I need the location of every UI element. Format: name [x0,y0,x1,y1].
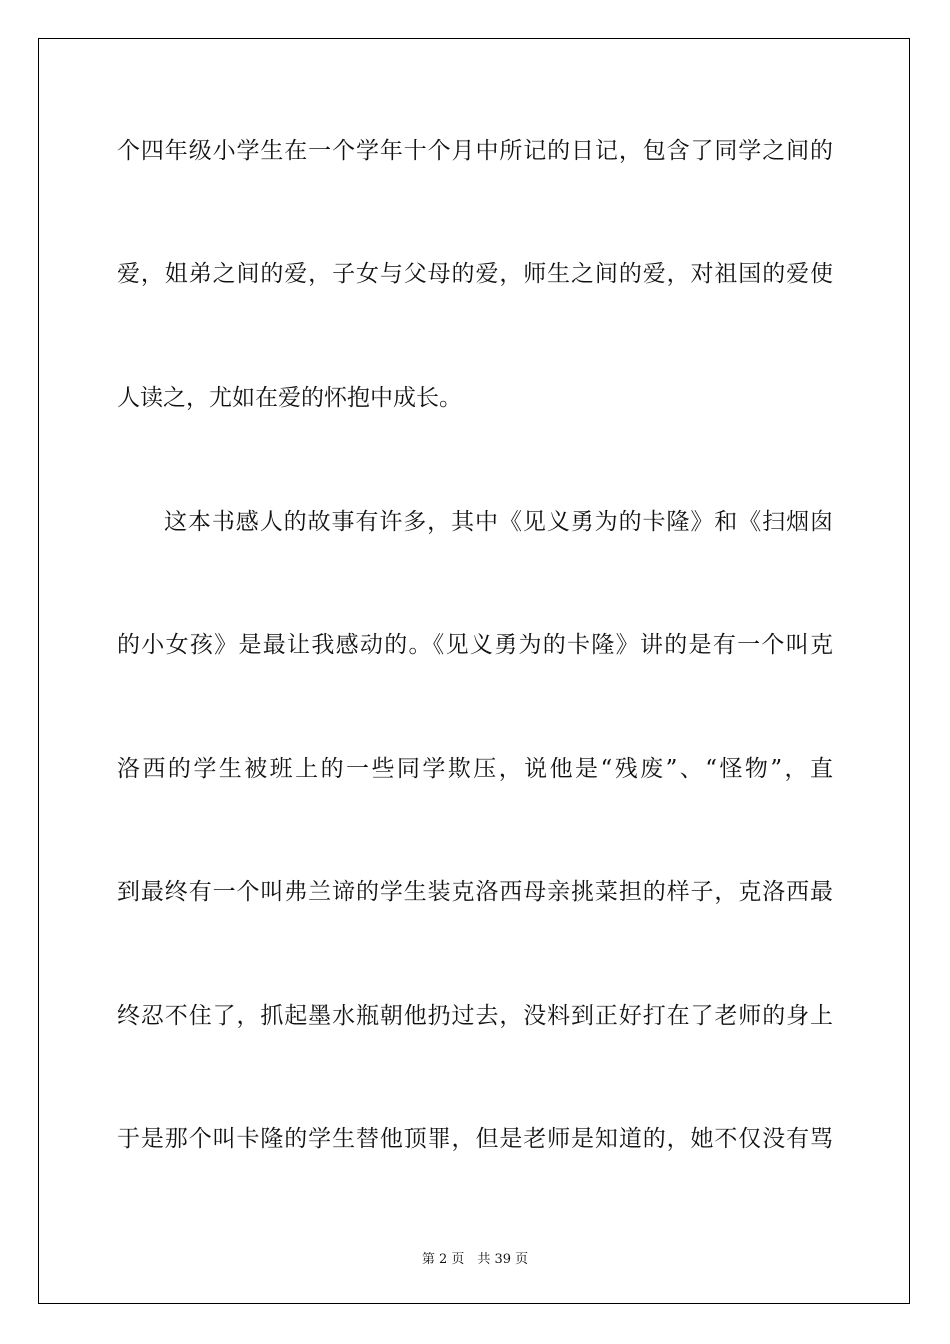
text-line-1: 个四年级小学生在一个学年十个月中所记的日记，包含了同学之间的 [117,138,833,164]
text-line-3: 人读之，尤如在爱的怀抱中成长。 [117,385,462,411]
text-line-5: 的小女孩》是最让我感动的。《见义勇为的卡隆》讲的是有一个叫克 [117,632,833,658]
text-line-4: 这本书感人的故事有许多，其中《见义勇为的卡隆》和《扫烟囱 [164,509,833,535]
text-line-2: 爱，姐弟之间的爱，子女与父母的爱，师生之间的爱，对祖国的爱使 [117,261,833,287]
text-line-6: 洛西的学生被班上的一些同学欺压，说他是“残废”、“怪物”，直 [117,756,833,782]
text-line-7: 到最终有一个叫弗兰谛的学生装克洛西母亲挑菜担的样子，克洛西最 [117,879,833,905]
page-border [38,38,910,1304]
text-line-9: 于是那个叫卡隆的学生替他顶罪，但是老师是知道的，她不仅没有骂 [117,1126,833,1152]
page-number-footer: 第 2 页 共 39 页 [421,1252,529,1267]
text-line-8: 终忍不住了，抓起墨水瓶朝他扔过去，没料到正好打在了老师的身上 [117,1003,833,1029]
